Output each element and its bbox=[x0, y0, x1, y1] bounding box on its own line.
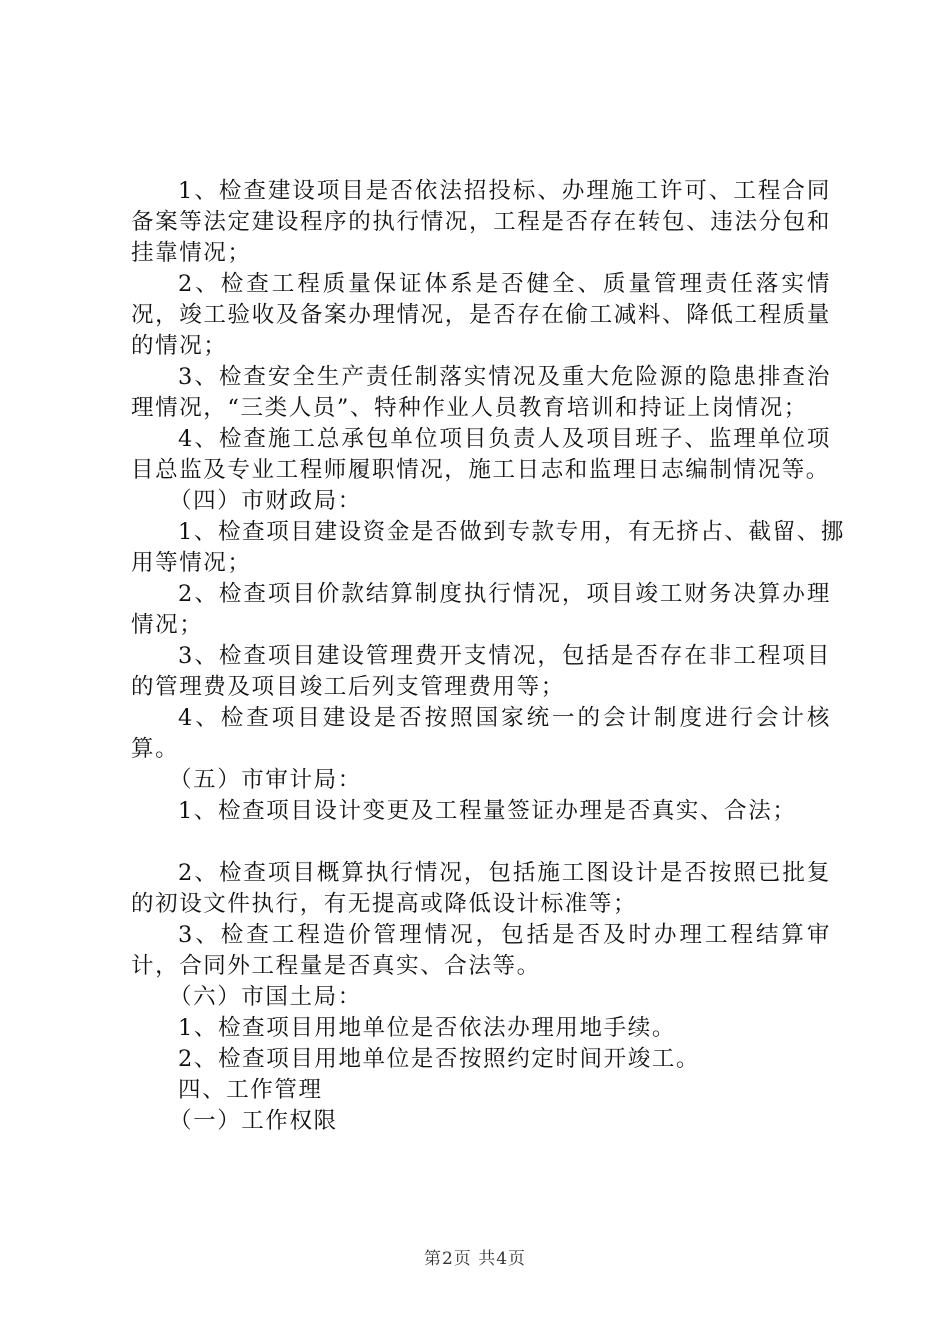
document-body bbox=[131, 176, 845, 1137]
finance-item-4: 4、检查项目建设是否按照国家统一的会计制度进行会计核算。 bbox=[131, 705, 831, 762]
section-heading-management: 四、工作管理 bbox=[178, 1077, 323, 1103]
section-heading-audit: （五）市审计局： bbox=[169, 767, 362, 793]
land-item-1: 1、检查项目用地单位是否依法办理用地手续。 bbox=[178, 1015, 676, 1041]
section-heading-land: （六）市国土局： bbox=[169, 984, 362, 1010]
blank-line bbox=[131, 827, 831, 858]
audit-item-3: 3、检查工程造价管理情况，包括是否及时办理工程结算审计，合同外工程量是否真实、合法等。 bbox=[131, 922, 831, 979]
audit-item-2: 2、检查项目概算执行情况，包括施工图设计是否按照已批复的初设文件执行，有无提高或降低设计标准等； bbox=[131, 860, 831, 917]
finance-item-2: 2、检查项目价款结算制度执行情况，项目竣工财务决算办理情况； bbox=[131, 581, 831, 638]
paragraph-item-1: 1、检查建设项目是否依法招投标、办理施工许可、工程合同备案等法定建设程序的执行情况，工程是否存在转包、违法分包和挂靠情况； bbox=[131, 178, 831, 266]
section-heading-finance: （四）市财政局： bbox=[169, 488, 362, 514]
audit-item-1: 1、检查项目设计变更及工程量签证办理是否真实、合法； bbox=[178, 798, 797, 824]
paragraph-item-2: 2、检查工程质量保证体系是否健全、质量管理责任落实情况，竣工验收及备案办理情况，是否存在偷工减料、降低工程质量的情况； bbox=[131, 271, 831, 359]
page-number-footer: 第2页 共4页 bbox=[423, 1249, 527, 1269]
finance-item-1: 1、检查项目建设资金是否做到专款专用，有无挤占、截留、挪用等情况； bbox=[131, 519, 845, 576]
finance-item-3: 3、检查项目建设管理费开支情况，包括是否存在非工程项目的管理费及项目竣工后列支管理费用等； bbox=[131, 643, 831, 700]
paragraph-item-3: 3、检查安全生产责任制落实情况及重大危险源的隐患排查治理情况，“三类人员”、特种作业人员教育培训和持证上岗情况； bbox=[131, 364, 831, 421]
land-item-2: 2、检查项目用地单位是否按照约定时间开竣工。 bbox=[178, 1046, 701, 1072]
paragraph-item-4: 4、检查施工总承包单位项目负责人及项目班子、监理单位项目总监及专业工程师履职情况，施工日志和监理日志编制情况等。 bbox=[131, 426, 831, 483]
section-subheading-authority: （一）工作权限 bbox=[169, 1108, 338, 1134]
